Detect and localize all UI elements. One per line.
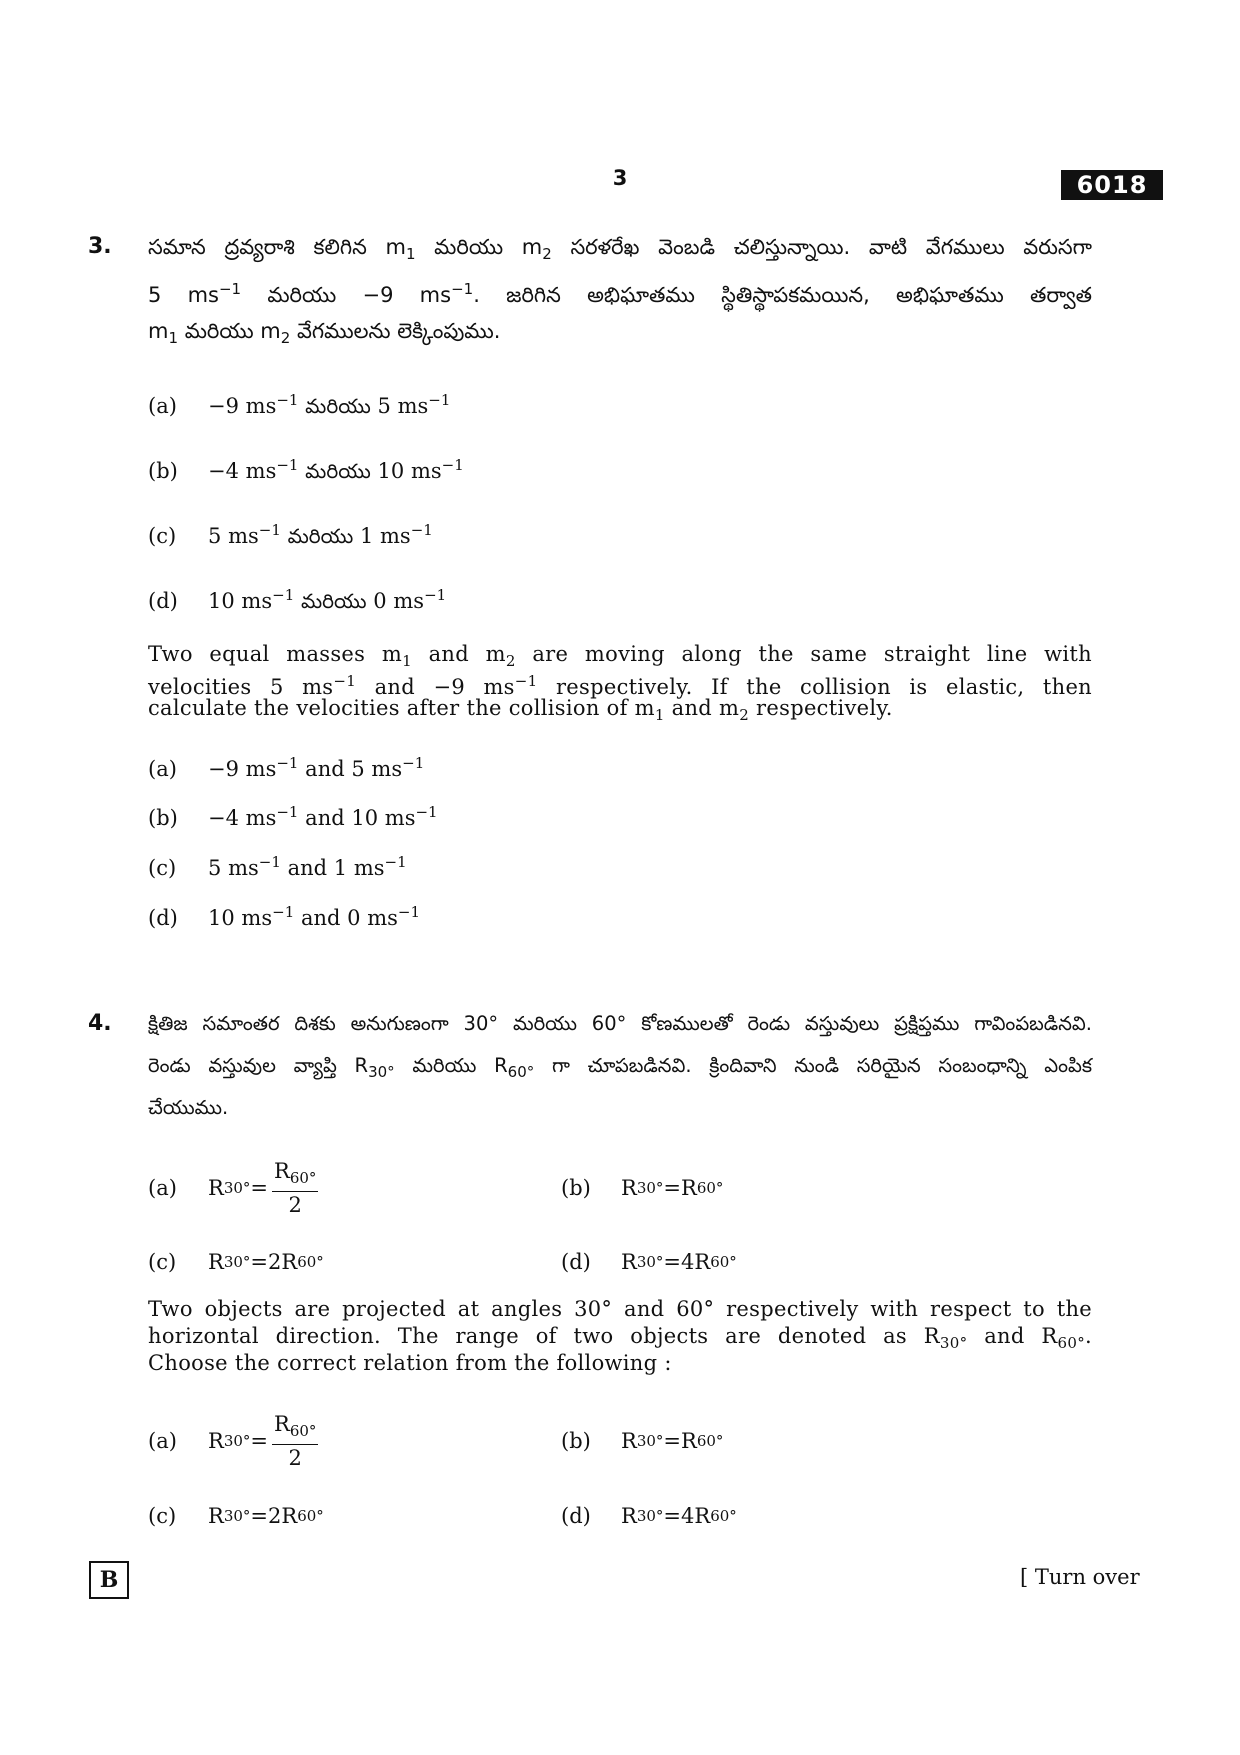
q3-english-line-2: velocities 5 $ms^{-1}$ and −9 $ms^{-1}$ respectively. If the collision is elastic, then — [148, 672, 1092, 699]
q3-telugu-line-1: సమాన ద్రవ్యరాశి కలిగిన $m_1$ మరియు $m_2$ సరళరేఖ వెంబడి చలిస్తున్నాయి. వాటి వేగములు వరుసగా — [148, 235, 1092, 264]
q4-en-option-c[interactable]: (c) R 30° = 2 R 60° — [148, 1504, 324, 1528]
q3-te-option-a[interactable]: (a) −9 $ms^{-1}$ మరియు 5 $ms^{-1}$ — [148, 391, 451, 418]
question-3-number: 3. — [88, 234, 112, 259]
q3-en-option-d[interactable]: (d) 10 $ms^{-1}$ and 0 $ms^{-1}$ — [148, 903, 421, 930]
question-set-badge: B — [89, 1561, 129, 1599]
q3-telugu-line-2: 5 $ms^{-1}$ మరియు −9 $ms^{-1}$. జరిగిన అభిఘాతము స్థితిస్థాపకమయిన, అభిఘాతము తర్వాత — [148, 280, 1092, 307]
q3-en-option-b[interactable]: (b) −4 $ms^{-1}$ and 10 $ms^{-1}$ — [148, 803, 438, 830]
q3-te-option-b[interactable]: (b) −4 $ms^{-1}$ మరియు 10 $ms^{-1}$ — [148, 456, 464, 483]
q4-telugu-line-1: క్షితిజ సమాంతర దిశకు అనుగుణంగా 30° మరియు 60° కోణములతో రెండు వస్తువులు ప్రక్షిప్తము గావింపబడినవి. — [148, 1012, 1092, 1035]
q3-en-option-c[interactable]: (c) 5 $ms^{-1}$ and 1 $ms^{-1}$ — [148, 853, 407, 880]
q4-en-option-b[interactable]: (b) R 30° = R 60° — [561, 1429, 724, 1453]
q4-te-option-a[interactable]: (a) R 30° = $\frac{R_{60^\circ}}{2}$ — [148, 1158, 317, 1218]
q4-telugu-line-2: రెండు వస్తువుల వ్యాప్తి $R_{30^\circ}$ మరియు $R_{60^\circ}$ గా చూపబడినవి. క్రిందివాని నుండి సరియైన సంబంధాన్ని ఎంపిక — [148, 1054, 1093, 1081]
question-4-number: 4. — [88, 1011, 112, 1036]
q4-en-option-d[interactable]: (d) R 30° = 4 R 60° — [561, 1504, 737, 1528]
q3-en-option-a[interactable]: (a) −9 $ms^{-1}$ and 5 $ms^{-1}$ — [148, 754, 425, 781]
q4-telugu-line-3: చేయుము. — [148, 1096, 229, 1119]
q3-telugu-line-3: $m_1$ మరియు $m_2$ వేగములను లెక్కింపుము. — [148, 319, 501, 348]
q3-te-option-c[interactable]: (c) 5 $ms^{-1}$ మరియు 1 $ms^{-1}$ — [148, 521, 433, 548]
q4-english-line-3: Choose the correct relation from the following : — [148, 1351, 672, 1375]
q4-te-option-c[interactable]: (c) R 30° = 2 R 60° — [148, 1250, 324, 1274]
q4-te-option-b[interactable]: (b) R 30° = R 60° — [561, 1176, 724, 1200]
turn-over-note: [ Turn over — [1020, 1565, 1140, 1589]
q4-english-line-1: Two objects are projected at angles 30° and 60° respectively with respect to the — [148, 1297, 1092, 1321]
page-number: 3 — [612, 166, 628, 190]
q3-english-line-3: calculate the velocities after the collision of $m_1$ and $m_2$ respectively. — [148, 696, 893, 725]
q4-english-line-2: horizontal direction. The range of two objects are denoted as $R_{30^\circ}$ and $R_{60^\circ}$. — [148, 1324, 1092, 1353]
q3-te-option-d[interactable]: (d) 10 $ms^{-1}$ మరియు 0 $ms^{-1}$ — [148, 586, 447, 613]
q3-english-line-1: Two equal masses $m_1$ and $m_2$ are moving along the same straight line with — [148, 642, 1092, 671]
paper-code-badge: 6018 — [1061, 170, 1163, 200]
q4-en-option-a[interactable]: (a) R 30° = $\frac{R_{60^\circ}}{2}$ — [148, 1411, 317, 1471]
q4-te-option-d[interactable]: (d) R 30° = 4 R 60° — [561, 1250, 737, 1274]
